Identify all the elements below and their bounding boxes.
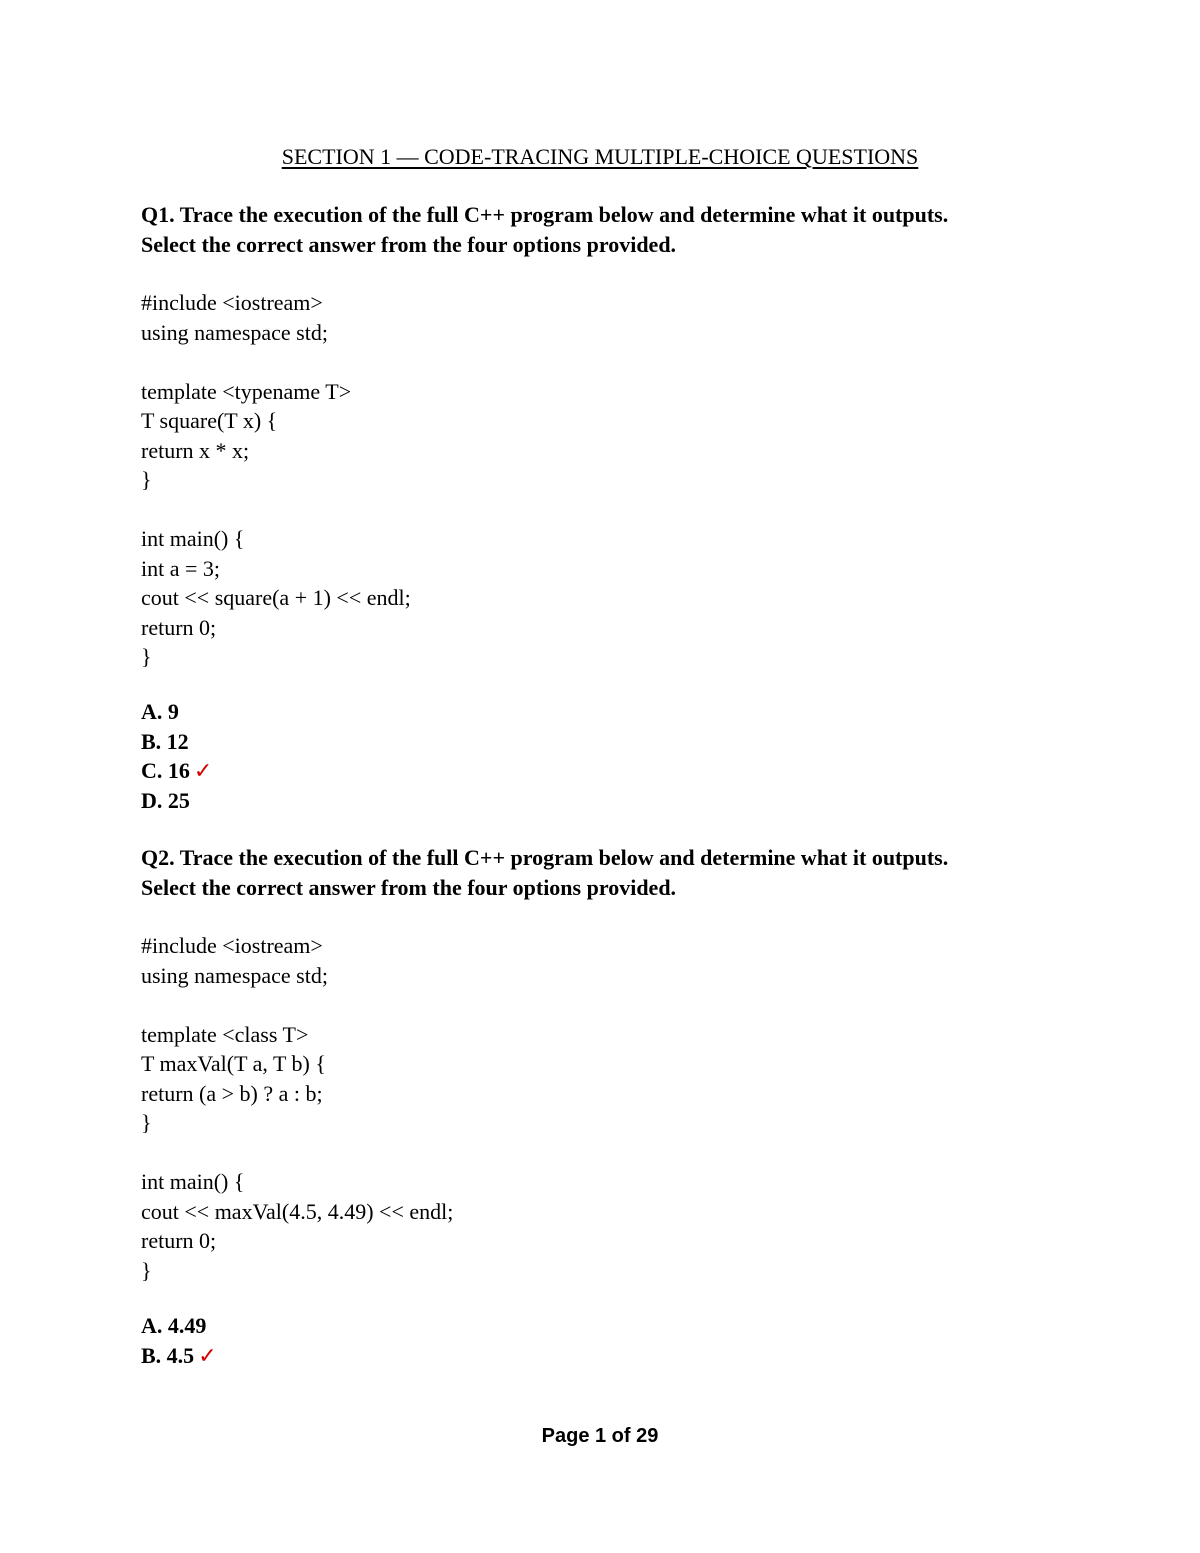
code-line	[141, 347, 1101, 377]
page-number: Page 1 of 29	[541, 1425, 659, 1447]
question-1-code	[141, 288, 1101, 672]
question-1-prompt-line-2: Select the correct answer from the four options provided.	[141, 231, 677, 257]
question-2-prompt	[141, 843, 1101, 902]
code-line: cout << square(a + 1) << endl;	[141, 585, 411, 610]
code-line: T square(T x) {	[141, 408, 278, 433]
code-line: return 0;	[141, 614, 217, 640]
code-line: using namespace std;	[141, 962, 328, 988]
code-line: }	[141, 644, 152, 669]
option-label: B. 12	[141, 728, 189, 754]
question-2-code	[141, 931, 1101, 1285]
option-c	[141, 756, 1101, 786]
code-line: using namespace std;	[141, 319, 328, 345]
option-label: C. 16	[141, 758, 190, 783]
code-line	[141, 1138, 1101, 1168]
code-line: #include <iostream>	[141, 933, 323, 958]
question-1-options	[141, 697, 1101, 815]
question-2-prompt-line-1: Q2. Trace the execution of the full C++ program below and determine what it outputs.	[141, 845, 949, 870]
code-line: cout << maxVal(4.5, 4.49) << endl;	[141, 1198, 454, 1224]
option-d	[141, 786, 1101, 816]
code-line: }	[141, 1257, 152, 1283]
option-a	[141, 1311, 1101, 1341]
question-1-prompt	[141, 200, 1101, 259]
code-line: template <typename T>	[141, 378, 352, 404]
option-label: A. 9	[141, 699, 179, 724]
question-2-prompt-line-2: Select the correct answer from the four options provided.	[141, 874, 677, 900]
section-title: SECTION 1 — CODE-TRACING MULTIPLE-CHOICE QUESTIONS	[281, 144, 919, 169]
code-line: int main() {	[141, 526, 245, 551]
code-line: return 0;	[141, 1228, 217, 1253]
option-label: B. 4.5	[141, 1342, 195, 1368]
question-1	[141, 200, 1101, 259]
code-line	[141, 495, 1101, 525]
code-line: }	[141, 1110, 152, 1135]
correct-check-icon: ✓	[193, 759, 213, 784]
option-b	[141, 727, 1101, 757]
question-2-options	[141, 1311, 1101, 1370]
option-b	[141, 1341, 1101, 1371]
option-label: A. 4.49	[141, 1313, 207, 1338]
question-1-prompt-line-1: Q1. Trace the execution of the full C++ program below and determine what it outputs.	[141, 202, 949, 227]
code-line	[141, 990, 1101, 1020]
code-line: }	[141, 467, 152, 492]
code-line: return (a > b) ? a : b;	[141, 1080, 323, 1106]
option-a	[141, 697, 1101, 727]
code-line: return x * x;	[141, 437, 250, 463]
option-label: D. 25	[141, 787, 190, 813]
question-2	[141, 843, 1101, 902]
code-line: T maxVal(T a, T b) {	[141, 1051, 326, 1076]
code-line: template <class T>	[141, 1021, 309, 1047]
code-line: int a = 3;	[141, 555, 221, 581]
code-line: int main() {	[141, 1169, 245, 1194]
code-line: #include <iostream>	[141, 290, 323, 315]
correct-check-icon: ✓	[198, 1343, 217, 1369]
